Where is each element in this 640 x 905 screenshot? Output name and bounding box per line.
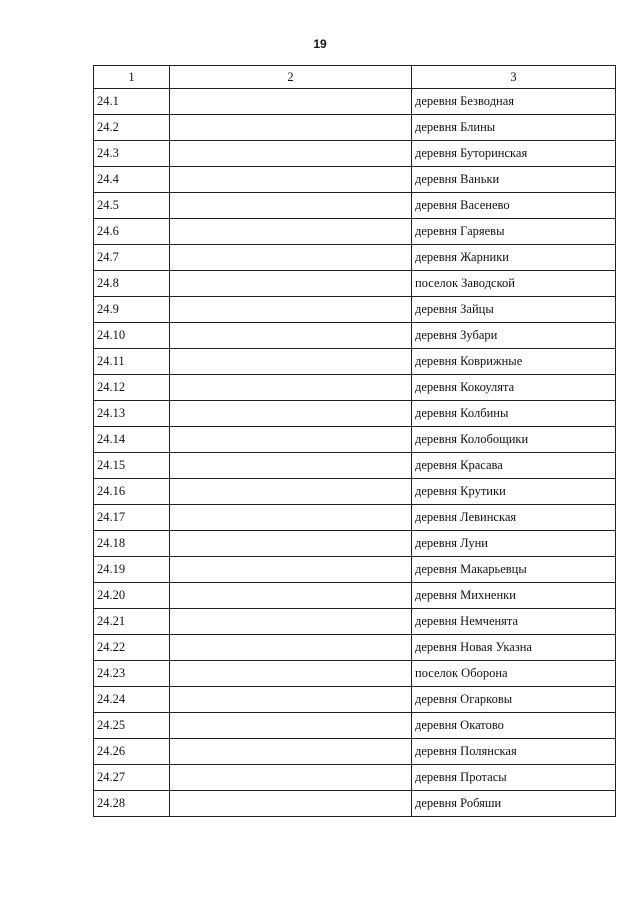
- settlement-name-cell: деревня Огарковы: [412, 687, 616, 713]
- table-row: [94, 427, 616, 453]
- table-row: [94, 609, 616, 635]
- row-empty-cell: [170, 635, 412, 661]
- row-number-cell: 24.24: [94, 687, 170, 713]
- table-row: [94, 635, 616, 661]
- row-empty-cell: [170, 661, 412, 687]
- row-empty-cell: [170, 245, 412, 271]
- table-row: [94, 505, 616, 531]
- row-number-cell: 24.21: [94, 609, 170, 635]
- row-empty-cell: [170, 115, 412, 141]
- table-row: [94, 375, 616, 401]
- row-empty-cell: [170, 531, 412, 557]
- row-number-cell: 24.16: [94, 479, 170, 505]
- row-empty-cell: [170, 219, 412, 245]
- table-row: [94, 89, 616, 115]
- settlement-name-cell: деревня Михненки: [412, 583, 616, 609]
- row-number-cell: 24.14: [94, 427, 170, 453]
- table-row: [94, 297, 616, 323]
- row-number-cell: 24.3: [94, 141, 170, 167]
- table-row: [94, 115, 616, 141]
- row-empty-cell: [170, 193, 412, 219]
- settlements-table: [93, 65, 616, 817]
- row-number-cell: 24.17: [94, 505, 170, 531]
- settlement-name-cell: деревня Колобощики: [412, 427, 616, 453]
- settlement-name-cell: деревня Новая Указна: [412, 635, 616, 661]
- settlement-name-cell: деревня Зубари: [412, 323, 616, 349]
- settlement-name-cell: деревня Блины: [412, 115, 616, 141]
- row-number-cell: 24.9: [94, 297, 170, 323]
- settlement-name-cell: деревня Окатово: [412, 713, 616, 739]
- row-empty-cell: [170, 765, 412, 791]
- row-number-cell: 24.25: [94, 713, 170, 739]
- row-number-cell: 24.5: [94, 193, 170, 219]
- row-empty-cell: [170, 791, 412, 817]
- row-empty-cell: [170, 141, 412, 167]
- table-row: [94, 739, 616, 765]
- table-row: [94, 791, 616, 817]
- row-empty-cell: [170, 583, 412, 609]
- table-header: [94, 66, 616, 89]
- table-row: [94, 531, 616, 557]
- settlement-name-cell: деревня Жарники: [412, 245, 616, 271]
- settlement-name-cell: поселок Заводской: [412, 271, 616, 297]
- settlement-name-cell: деревня Коврижные: [412, 349, 616, 375]
- table-row: [94, 271, 616, 297]
- settlement-name-cell: деревня Буторинская: [412, 141, 616, 167]
- table-row: [94, 765, 616, 791]
- table-row: [94, 401, 616, 427]
- row-number-cell: 24.6: [94, 219, 170, 245]
- table-body: [94, 89, 616, 817]
- row-number-cell: 24.20: [94, 583, 170, 609]
- row-empty-cell: [170, 271, 412, 297]
- page-number: 19: [313, 37, 327, 51]
- row-number-cell: 24.4: [94, 167, 170, 193]
- row-number-cell: 24.10: [94, 323, 170, 349]
- settlement-name-cell: деревня Колбины: [412, 401, 616, 427]
- row-empty-cell: [170, 739, 412, 765]
- row-number-cell: 24.26: [94, 739, 170, 765]
- row-number-cell: 24.18: [94, 531, 170, 557]
- settlement-name-cell: деревня Кокоулята: [412, 375, 616, 401]
- table-row: [94, 349, 616, 375]
- table-row: [94, 323, 616, 349]
- table-row: [94, 479, 616, 505]
- row-empty-cell: [170, 297, 412, 323]
- row-number-cell: 24.1: [94, 89, 170, 115]
- header-col-1: 1: [94, 66, 170, 89]
- settlement-name-cell: деревня Луни: [412, 531, 616, 557]
- row-empty-cell: [170, 609, 412, 635]
- settlement-name-cell: деревня Безводная: [412, 89, 616, 115]
- row-number-cell: 24.12: [94, 375, 170, 401]
- table-row: [94, 661, 616, 687]
- row-empty-cell: [170, 713, 412, 739]
- row-empty-cell: [170, 375, 412, 401]
- row-empty-cell: [170, 323, 412, 349]
- row-number-cell: 24.19: [94, 557, 170, 583]
- row-number-cell: 24.8: [94, 271, 170, 297]
- row-number-cell: 24.7: [94, 245, 170, 271]
- settlement-name-cell: деревня Полянская: [412, 739, 616, 765]
- row-empty-cell: [170, 479, 412, 505]
- settlement-name-cell: деревня Макарьевцы: [412, 557, 616, 583]
- row-empty-cell: [170, 427, 412, 453]
- table-row: [94, 193, 616, 219]
- row-number-cell: 24.23: [94, 661, 170, 687]
- row-empty-cell: [170, 89, 412, 115]
- settlement-name-cell: деревня Левинская: [412, 505, 616, 531]
- table-row: [94, 245, 616, 271]
- settlement-name-cell: деревня Красава: [412, 453, 616, 479]
- header-row: [94, 66, 616, 89]
- table-row: [94, 219, 616, 245]
- table-row: [94, 713, 616, 739]
- table-row: [94, 141, 616, 167]
- row-number-cell: 24.11: [94, 349, 170, 375]
- settlement-name-cell: деревня Зайцы: [412, 297, 616, 323]
- row-empty-cell: [170, 687, 412, 713]
- settlement-name-cell: деревня Васенево: [412, 193, 616, 219]
- settlement-name-cell: деревня Немченята: [412, 609, 616, 635]
- table-row: [94, 687, 616, 713]
- row-number-cell: 24.28: [94, 791, 170, 817]
- row-number-cell: 24.27: [94, 765, 170, 791]
- settlement-name-cell: деревня Ваньки: [412, 167, 616, 193]
- settlement-name-cell: деревня Протасы: [412, 765, 616, 791]
- row-empty-cell: [170, 401, 412, 427]
- row-number-cell: 24.2: [94, 115, 170, 141]
- table-row: [94, 583, 616, 609]
- header-col-2: 2: [170, 66, 412, 89]
- table-row: [94, 557, 616, 583]
- header-col-3: 3: [412, 66, 616, 89]
- row-number-cell: 24.13: [94, 401, 170, 427]
- row-number-cell: 24.15: [94, 453, 170, 479]
- row-empty-cell: [170, 557, 412, 583]
- settlement-name-cell: деревня Крутики: [412, 479, 616, 505]
- row-empty-cell: [170, 349, 412, 375]
- row-empty-cell: [170, 167, 412, 193]
- row-empty-cell: [170, 505, 412, 531]
- settlement-name-cell: деревня Гаряевы: [412, 219, 616, 245]
- row-number-cell: 24.22: [94, 635, 170, 661]
- settlement-name-cell: деревня Робяши: [412, 791, 616, 817]
- settlement-name-cell: поселок Оборона: [412, 661, 616, 687]
- table-row: [94, 453, 616, 479]
- table-row: [94, 167, 616, 193]
- row-empty-cell: [170, 453, 412, 479]
